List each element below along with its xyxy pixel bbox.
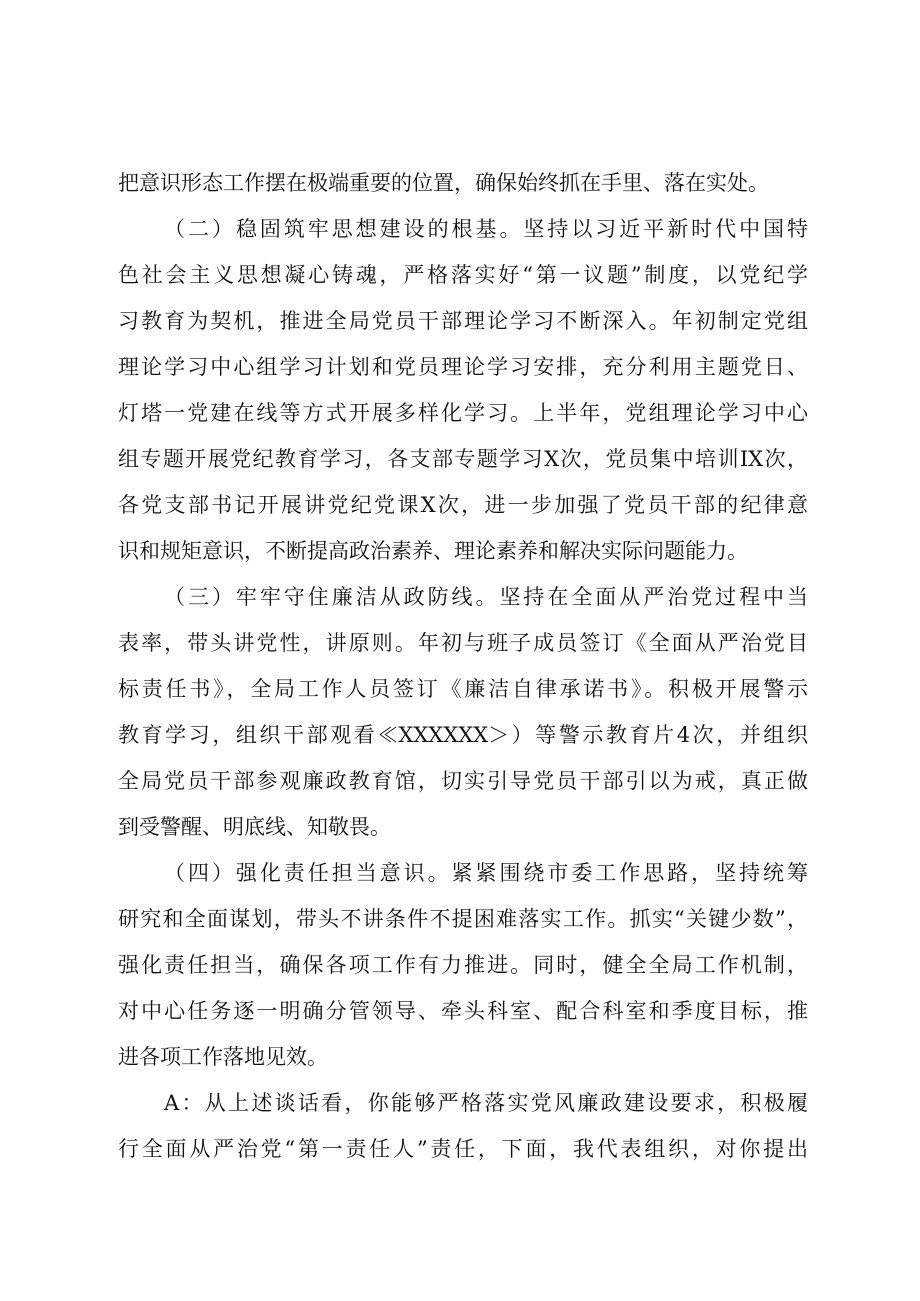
text-line: 识和规矩意识，不断提高政治素养、理论素养和解决实际问题能力。 [118,539,748,563]
text-line: 色社会主义思想凝心铸魂，严格落实好“第一议题”制度，以党纪学 [118,263,808,287]
paragraph-section-4 [118,850,808,1080]
text-line: 行全面从严治党“第一责任人”责任，下面，我代表组织，对你提出 [118,1137,808,1161]
text-line: 表率，带头讲党性，讲原则。年初与班子成员签订《全面从严治党目 [118,631,808,655]
text-line: 教育学习，组织干部观看≪XXXXXX＞）等警示教育片4次，并组织 [118,723,808,747]
text-line: 研究和全面谋划，带头不讲条件不提困难落实工作。抓实“关键少数”， [118,907,808,931]
text-line: 组专题开展党纪教育学习，各支部专题学习X次，党员集中培训IX次， [118,447,808,471]
document-page [118,160,808,1172]
text-line: 灯塔一党建在线等方式开展多样化学习。上半年，党组理论学习中心 [118,401,808,425]
text-line: （四）强化责任担当意识。紧紧围绕市委工作思路，坚持统筹 [164,861,808,885]
text-line: 对中心任务逐一明确分管领导、牵头科室、配合科室和季度目标，推 [118,999,808,1023]
text-line: 习教育为契机，推进全局党员干部理论学习不断深入。年初制定党组 [118,309,808,333]
paragraph-dialogue-a [118,1080,808,1172]
paragraph-0 [118,160,808,206]
text-line: （二）稳固筑牢思想建设的根基。坚持以习近平新时代中国特 [164,217,808,241]
text-line: 各党支部书记开展讲党纪党课X次，进一步加强了党员干部的纪律意 [118,493,808,517]
text-line: 全局党员干部参观廉政教育馆，切实引导党员干部引以为戒，真正做 [118,769,808,793]
text-line: 理论学习中心组学习计划和党员理论学习安排，充分利用主题党日、 [118,355,808,379]
text-line: 强化责任担当，确保各项工作有力推进。同时，健全全局工作机制， [118,953,808,977]
paragraph-section-2 [118,206,808,574]
text-line: 把意识形态工作摆在极端重要的位置，确保始终抓在手里、落在实处。 [118,171,769,195]
text-line: 标责任书》，全局工作人员签订《廉洁自律承诺书》。积极开展警示 [118,677,808,701]
text-line: （三）牢牢守住廉洁从政防线。坚持在全面从严治党过程中当 [164,585,808,609]
paragraph-section-3 [118,574,808,850]
text-line: A：从上述谈话看，你能够严格落实党风廉政建设要求，积极履 [164,1091,808,1115]
text-line: 进各项工作落地见效。 [118,1045,328,1069]
text-line: 到受警醒、明底线、知敬畏。 [118,815,391,839]
